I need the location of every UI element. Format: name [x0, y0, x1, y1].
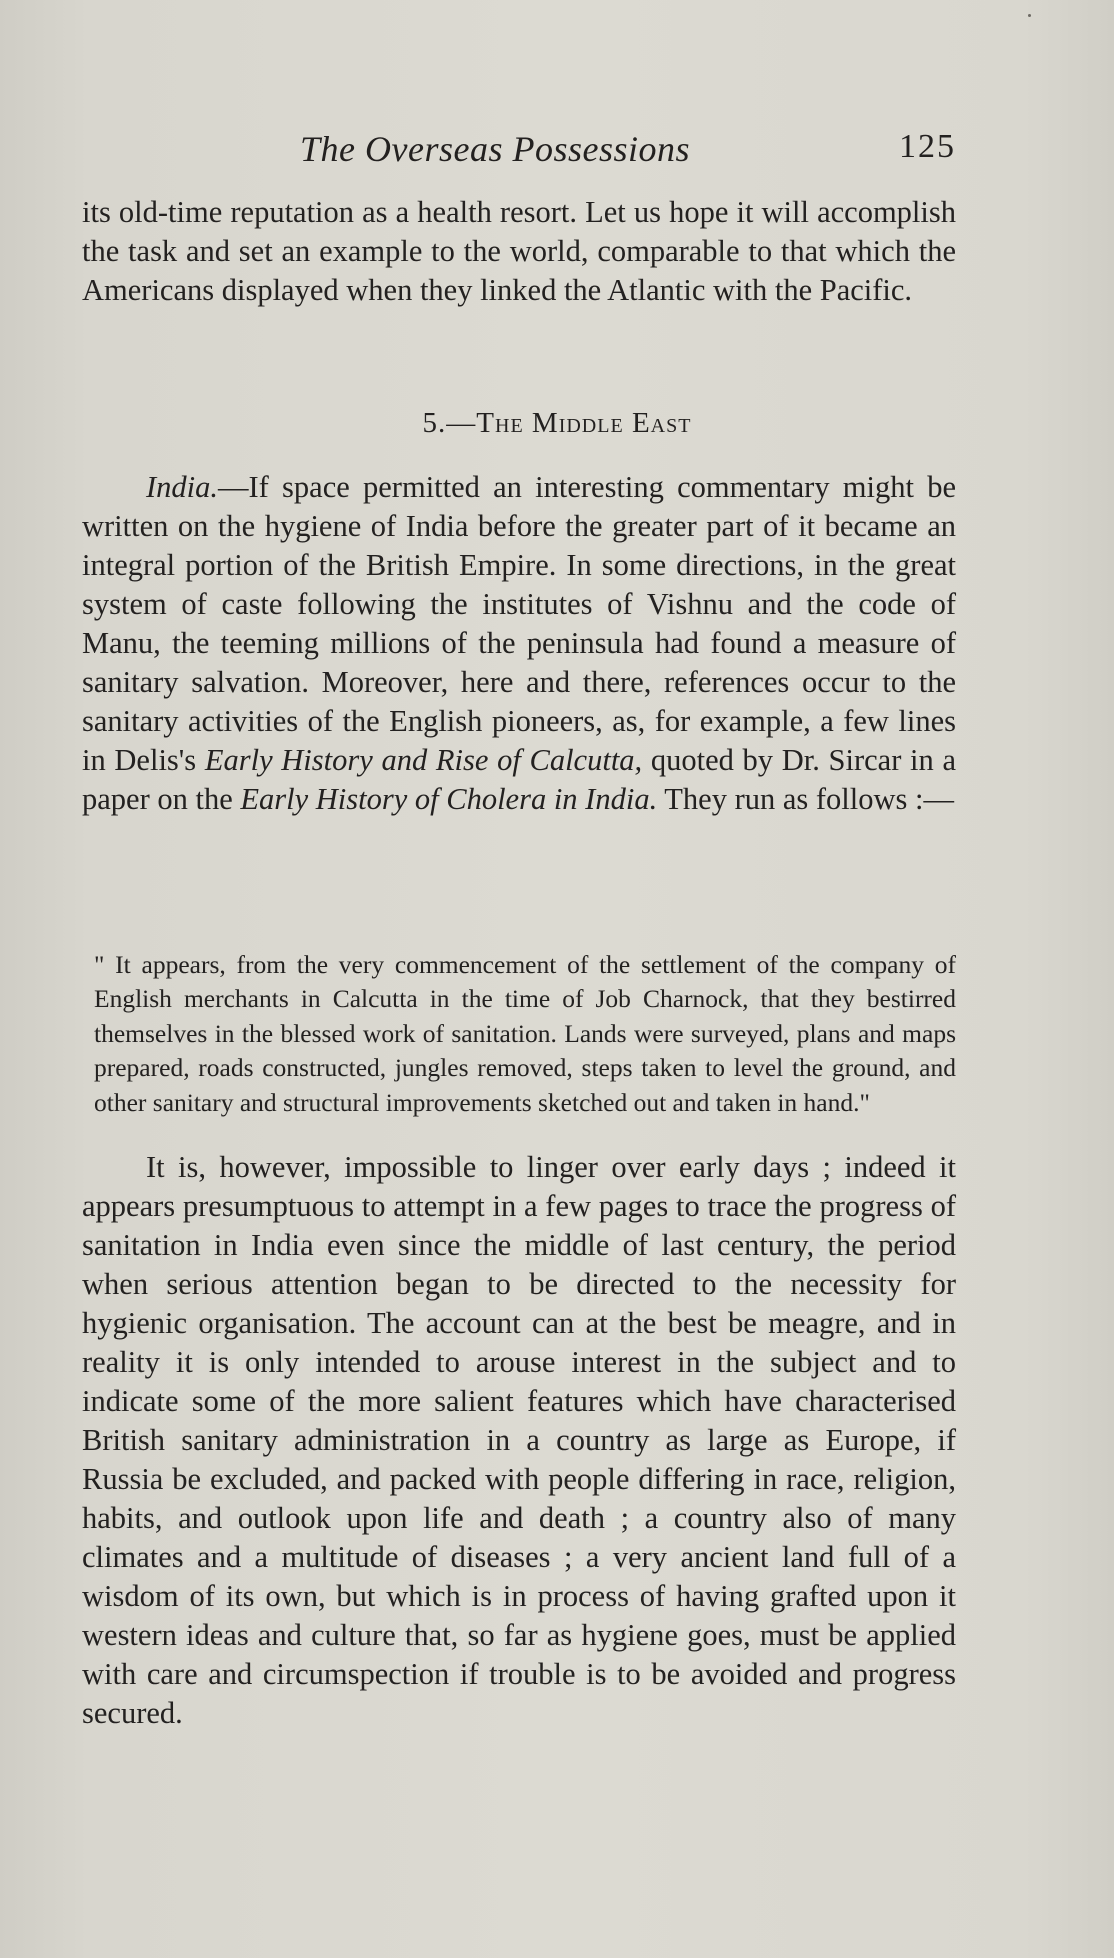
paragraph-sanitation: It is, however, impossible to linger over early days ; indeed it appears presumptuous to attempt in a few pages to trace the progress of sanitation in India even since the middle of last century, the period when serious attention began to be directed to the necessity for hygienic organisation. The account can at the best be meagre, and in reality it is only intended to arouse interest in the subject and to indicate some of the more salient features which have characterised British sanitary administration in a country as large as Europe, if Russia be excluded, and packed with people differing in race, religion, habits, and outlook upon life and death ; a country also of many climates and a multitude of diseases ; a very ancient land full of a wisdom of its own, but which is in process of having grafted upon it western ideas and culture that, so far as hygiene goes, must be applied with care and circumspection if trouble is to be avoided and progress secured. — [82, 1150, 956, 1730]
paragraph-text-a: —If space permitted an interesting commentary might be written on the hygiene of India before the greater part of it became an integral portion of the British Empire. In some directions, in the great system of caste following the institutes of Vishnu and the code of Manu, the teeming millions of the peninsula had found a measure of sanitary salvation. Moreover, here and there, references occur to the sanitary activities of the English pioneers, as, for example, a few lines in Delis's — [82, 470, 956, 777]
paper-title: Early History of Cholera in India. — [240, 782, 658, 816]
book-title: Early History and Rise of Calcutta, — [204, 743, 643, 777]
paragraph-continued: its old-time reputation as a health resort. Let us hope it will accomplish the task and set an example to the world, comparable to that which the Americans displayed when they linked the Atlantic with the Pacific. — [82, 195, 956, 307]
paragraph-india — [82, 468, 956, 819]
running-head — [300, 128, 956, 174]
paragraph-text-b: quoted by Dr. Sircar in a paper on the — [82, 743, 956, 816]
block-quotation: " It appears, from the very commencement of the settlement of the company of English merchants in Calcutta in the time of Job Charnock, that they bestirred themselves in the blessed work of sanitation. Lands were surveyed, plans and maps prepared, roads constructed, jungles removed, steps taken to level the ground, and other sanitary and structural improvements sketched out and taken in hand." — [94, 950, 956, 1117]
section-heading: 5.—The Middle East — [422, 407, 692, 439]
paragraph-lead-word: India. — [146, 470, 219, 504]
running-head-title: The Overseas Possessions — [300, 129, 690, 169]
paper-speck — [1028, 14, 1031, 17]
paragraph-text-c: They run as follows :— — [657, 782, 954, 816]
page-number: 125 — [899, 128, 956, 165]
